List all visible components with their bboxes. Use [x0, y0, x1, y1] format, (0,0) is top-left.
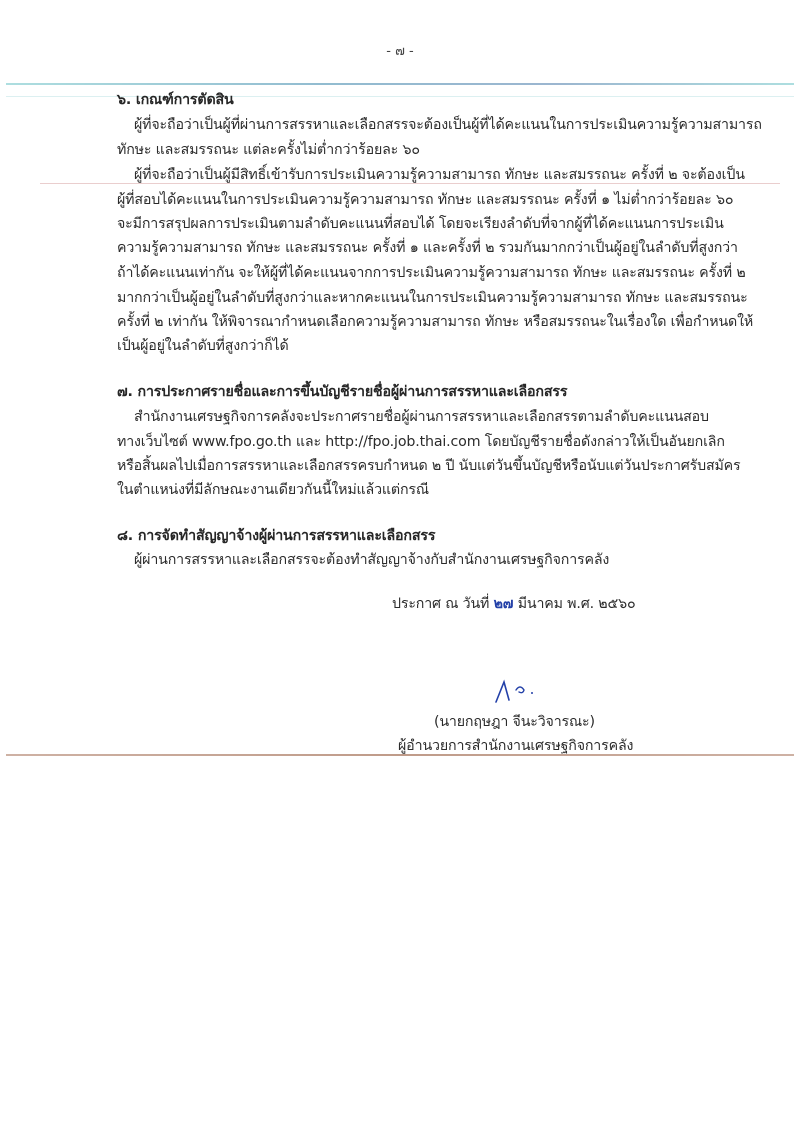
announcement-date [392, 594, 635, 614]
signatory-name: (นายกฤษฎา จีนะวิจารณะ) [434, 714, 595, 730]
paragraph-line: ผู้ที่จะถือว่าเป็นผู้มีสิทธิ์เข้ารับการประเมินความรู้ความสามารถ ทักษะ และสมรรถนะ ครั้งที่ ๒ จะต้องเป็น [134, 167, 745, 183]
paragraph-line: เป็นผู้อยู่ในลำดับที่สูงกว่าก็ได้ [117, 338, 289, 354]
paragraph-line: สำนักงานเศรษฐกิจการคลังจะประกาศรายชื่อผู้ผ่านการสรรหาและเลือกสรรตามลำดับคะแนนสอบ [134, 409, 709, 425]
announcement-suffix: มีนาคม พ.ศ. ๒๕๖๐ [517, 596, 636, 612]
paragraph-line: มากกว่าเป็นผู้อยู่ในลำดับที่สูงกว่าและหากคะแนนในการประเมินความรู้ความสามารถ ทักษะ และสมรรถนะ [117, 290, 748, 306]
section-heading-8: ๘. การจัดทำสัญญาจ้างผู้ผ่านการสรรหาและเลือกสรร [117, 528, 436, 544]
signature-icon [492, 676, 552, 706]
paragraph-line: ผู้ที่สอบได้คะแนนในการประเมินความรู้ความสามารถ ทักษะ และสมรรถนะ ครั้งที่ ๑ ไม่ต่ำกว่าร้อยละ ๖๐ [117, 192, 734, 208]
bottom-rule [6, 754, 794, 756]
paragraph-line: หรือสิ้นผลไปเมื่อการสรรหาและเลือกสรรครบกำหนด ๒ ปี นับแต่วันขึ้นบัญชีหรือนับแต่วันประกาศรับสมัคร [117, 458, 741, 474]
paragraph-line: ความรู้ความสามารถ ทักษะ และสมรรถนะ ครั้งที่ ๑ และครั้งที่ ๒ รวมกันมากกว่าเป็นผู้อยู่ในลำดับที่สูงกว่า [117, 240, 738, 256]
top-rule [6, 83, 794, 85]
paragraph-line: ผู้ที่จะถือว่าเป็นผู้ที่ผ่านการสรรหาและเลือกสรรจะต้องเป็นผู้ที่ได้คะแนนในการประเมินความรู้ความสามารถ [134, 117, 762, 133]
section-heading-7: ๗. การประกาศรายชื่อและการขึ้นบัญชีรายชื่อผู้ผ่านการสรรหาและเลือกสรร [117, 384, 568, 400]
handwritten-day: ๒๗ [493, 596, 514, 612]
paragraph-line: ทางเว็บไซต์ www.fpo.go.th และ http://fpo.job.thai.com โดยบัญชีรายชื่อดังกล่าวให้เป็นอันยกเลิก [117, 434, 725, 450]
paragraph-line: ผู้ผ่านการสรรหาและเลือกสรรจะต้องทำสัญญาจ้างกับสำนักงานเศรษฐกิจการคลัง [134, 552, 610, 568]
page-number: - ๗ - [386, 44, 414, 59]
paragraph-line: ในตำแหน่งที่มีลักษณะงานเดียวกันนี้ใหม่แล้วแต่กรณี [117, 482, 429, 498]
signatory-title: ผู้อำนวยการสำนักงานเศรษฐกิจการคลัง [398, 738, 634, 754]
paragraph-line: จะมีการสรุปผลการประเมินตามลำดับคะแนนที่สอบได้ โดยจะเรียงลำดับที่จากผู้ที่ได้คะแนนการประเมิน [117, 216, 724, 232]
announcement-prefix: ประกาศ ณ วันที่ [392, 596, 490, 612]
paragraph-line: ถ้าได้คะแนนเท่ากัน จะให้ผู้ที่ได้คะแนนจากการประเมินความรู้ความสามารถ ทักษะ และสมรรถนะ ครั้งที่ ๒ [117, 265, 746, 281]
paragraph-line: ทักษะ และสมรรถนะ แต่ละครั้งไม่ต่ำกว่าร้อยละ ๖๐ [117, 142, 420, 158]
paragraph-line: ครั้งที่ ๒ เท่ากัน ให้พิจารณากำหนดเลือกความรู้ความสามารถ ทักษะ หรือสมรรถนะในเรื่องใด เพื่อกำหนดให้ [117, 314, 754, 330]
section-heading-6: ๖. เกณฑ์การตัดสิน [117, 92, 234, 108]
